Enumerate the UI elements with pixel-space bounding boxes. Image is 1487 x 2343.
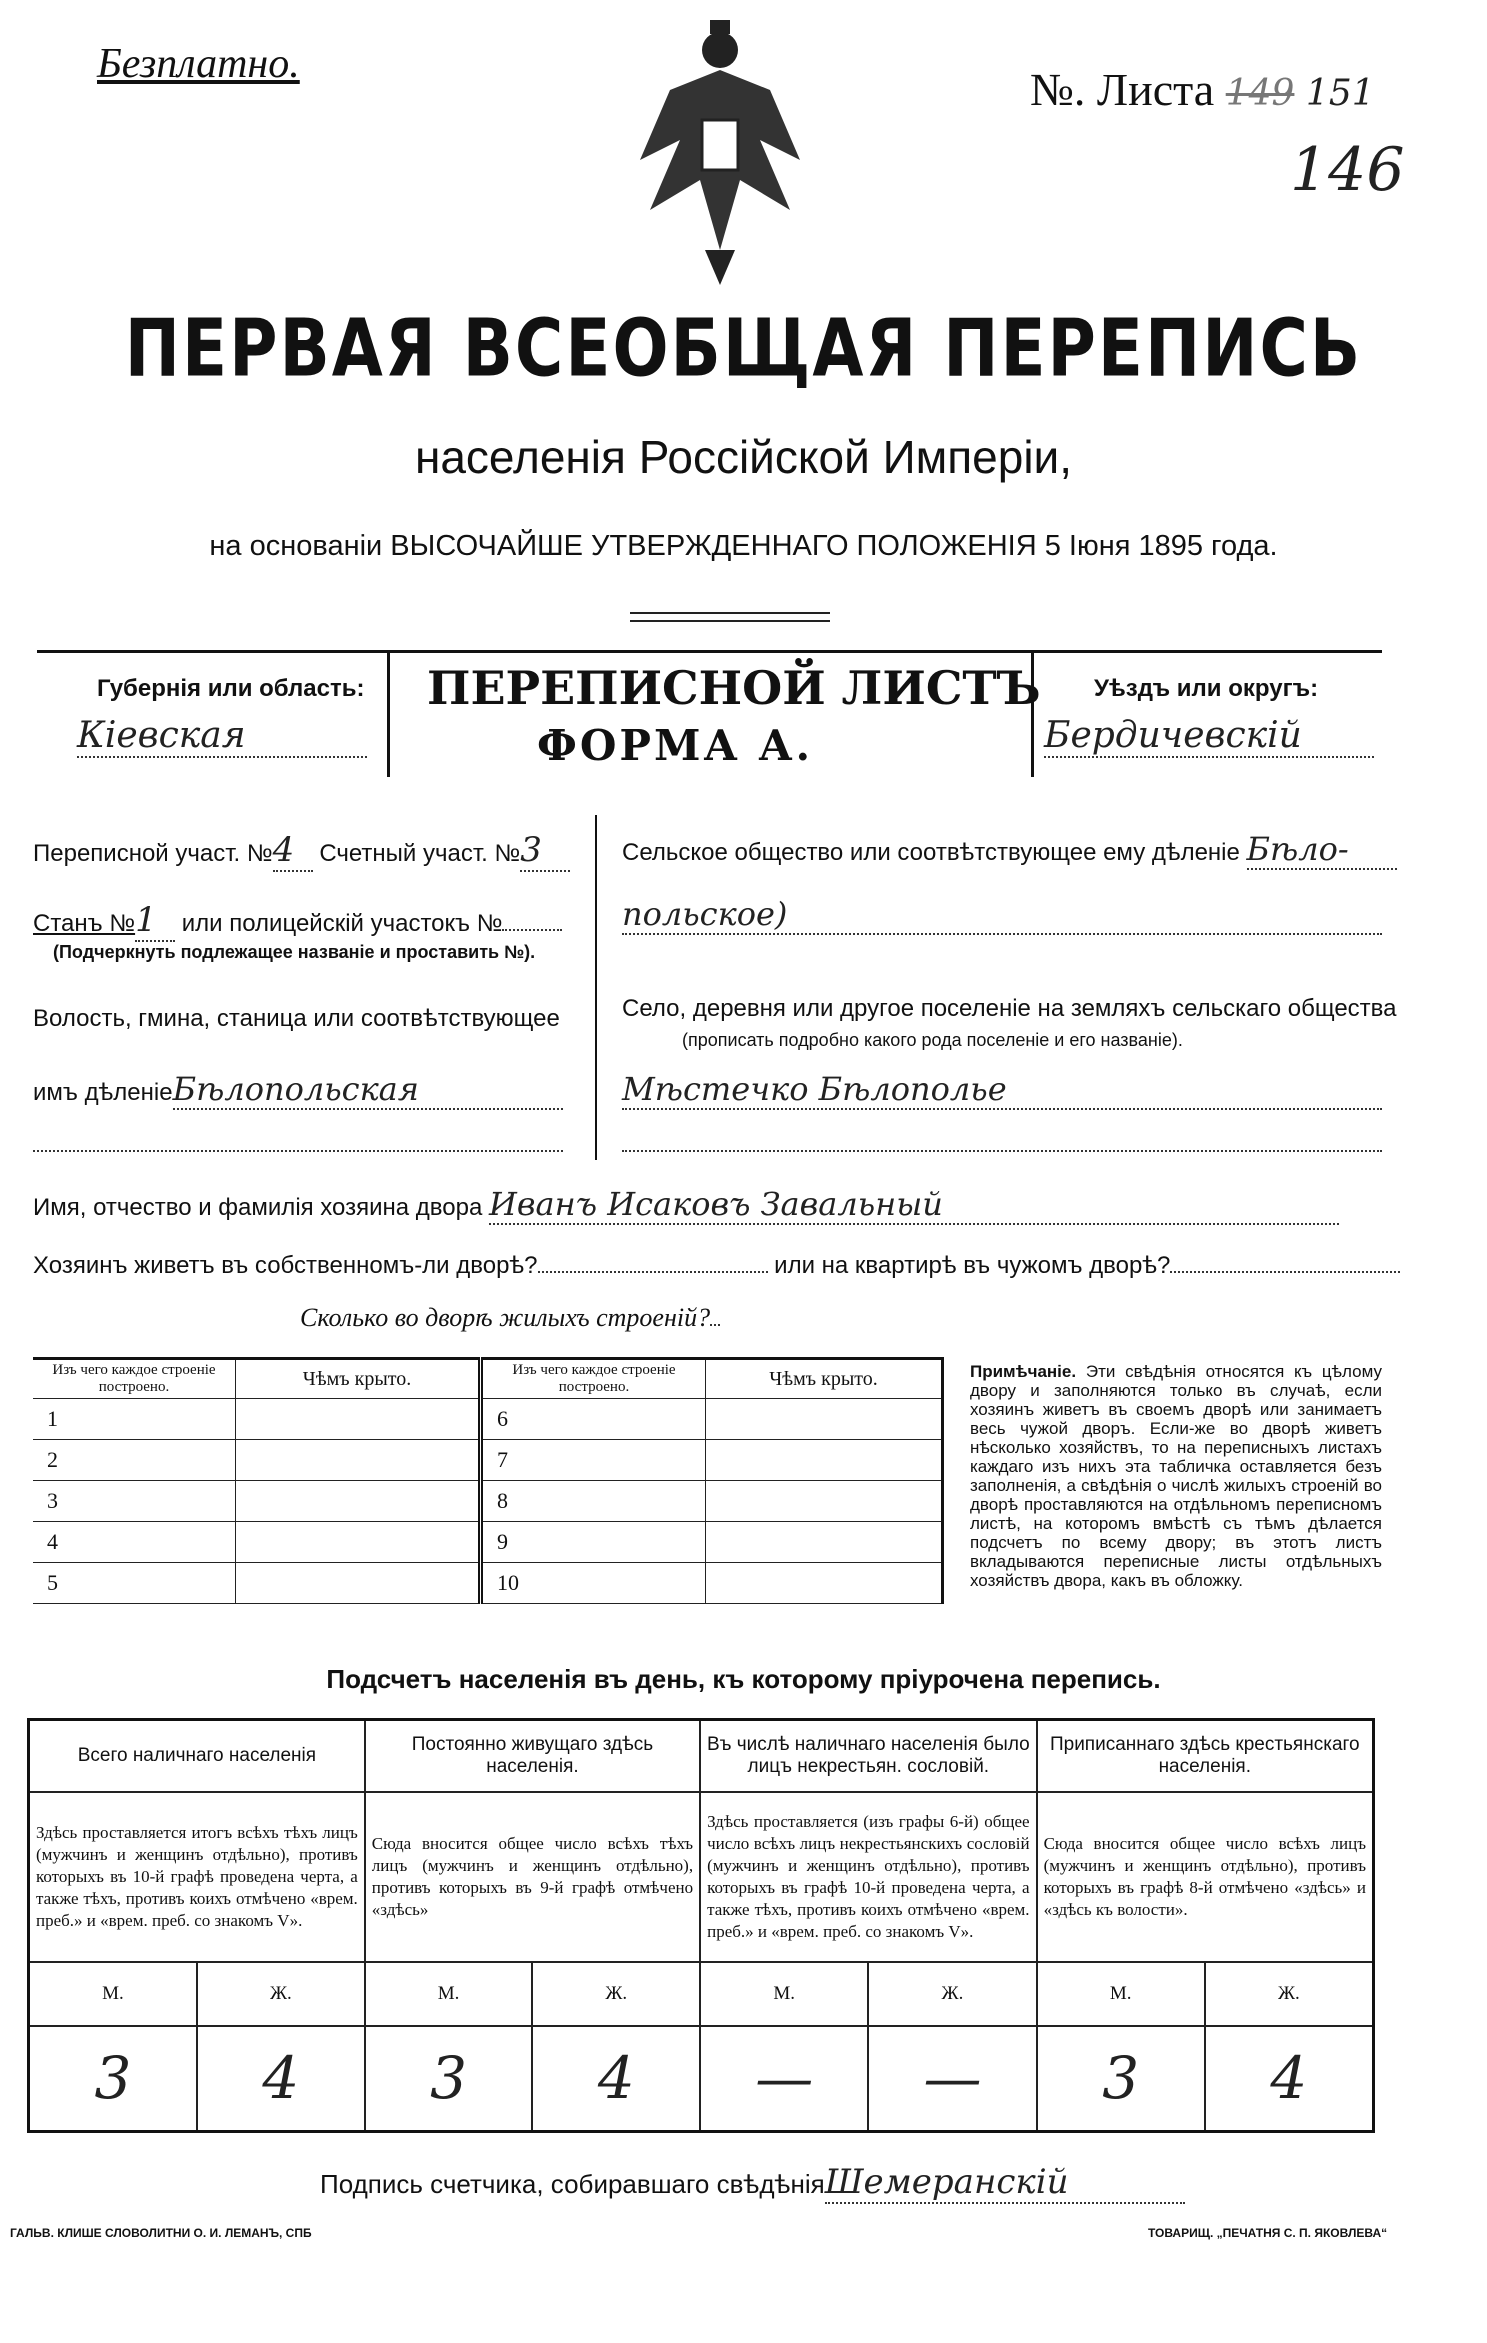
district-row bbox=[33, 830, 570, 872]
building-row bbox=[33, 1440, 943, 1481]
footer-right: ТОВАРИЩ. „ПЕЧАТНЯ С. П. ЯКОВЛЕВА“ bbox=[1148, 2226, 1388, 2240]
population-col-desc: Здѣсь проставляется итогъ всѣхъ тѣхъ лицъ (мужчинъ и женщинъ отдѣльно), противъ которыхъ въ 10-й графѣ проведена черта, а также тѣхъ, противъ коихъ отмѣчено «врем. преб.» и «врем. преб. со знакомъ V». bbox=[29, 1792, 365, 1962]
female-count[interactable]: — bbox=[868, 2026, 1036, 2132]
male-label: М. bbox=[29, 1962, 197, 2026]
note-text: Эти свѣдѣнія относятся къ цѣлому двору и заполняются только въ случаѣ, если хозяинъ живетъ въ своемъ дворѣ или занимаетъ весь чужой дворъ. Если-же во дворѣ живетъ нѣсколько хозяйствъ, то на переписныхъ листахъ каждаго изъ нихъ эта табличка оставляется безъ заполненія, а свѣдѣнія о числѣ жилыхъ строеній во дворѣ проставляются на отдѣльномъ переписномъ листѣ, на которомъ вмѣстѣ съ тѣмъ дѣлается подсчетъ по всему двору; въ этотъ листъ вкладываются переписные листы отдѣльныхъ хозяйствъ двора, какъ въ обложку. bbox=[970, 1362, 1382, 1590]
village-value[interactable]: Мѣстечко Бѣлополье bbox=[622, 1070, 1382, 1110]
building-cell[interactable] bbox=[481, 1481, 706, 1522]
population-col-desc: Сюда вносится общее число всѣхъ лицъ (мужчинъ и женщинъ отдѣльно), противъ которыхъ въ графѣ 8-й отмѣчено «здѣсь» и «здѣсь къ волости». bbox=[1037, 1792, 1374, 1962]
building-cell[interactable] bbox=[33, 1481, 236, 1522]
building-number: 7 bbox=[497, 1447, 508, 1472]
stan-row bbox=[33, 900, 562, 942]
roof-cell[interactable] bbox=[706, 1440, 943, 1481]
owner-row bbox=[33, 1185, 1339, 1225]
free-of-charge-label: Безплатно. bbox=[97, 41, 300, 87]
buildings-table bbox=[33, 1357, 944, 1604]
male-label: М. bbox=[365, 1962, 533, 2026]
signature-label: Подпись счетчика, собиравшаго свѣдѣнія bbox=[320, 2169, 825, 2199]
volost-label: Волость, гмина, станица или соотвѣтствующее bbox=[33, 1005, 560, 1032]
stan-label: Станъ № bbox=[33, 910, 136, 937]
building-row bbox=[33, 1563, 943, 1604]
census-subtitle: населенія Россійской Имперіи, bbox=[414, 431, 1073, 483]
rent-value[interactable] bbox=[1170, 1271, 1400, 1273]
sheet-number-label: №. Листа bbox=[1030, 64, 1215, 115]
village-extra-line[interactable] bbox=[622, 1150, 1382, 1152]
gubernia-value[interactable]: Кіевская bbox=[77, 715, 367, 758]
census-district-value[interactable]: 4 bbox=[273, 830, 313, 872]
gubernia-box bbox=[37, 653, 390, 777]
stan-note: (Подчеркнуть подлежащее названіе и проставить №). bbox=[53, 942, 536, 962]
owner-value[interactable]: Иванъ Исаковъ Завальный bbox=[489, 1185, 1339, 1225]
society-row bbox=[622, 830, 1397, 870]
building-number: 9 bbox=[497, 1529, 508, 1554]
female-count[interactable]: 4 bbox=[532, 2026, 700, 2132]
population-col-title: Приписаннаго здѣсь крестьянскаго населенія. bbox=[1037, 1720, 1374, 1792]
female-label: Ж. bbox=[868, 1962, 1036, 2026]
building-number: 8 bbox=[497, 1488, 508, 1513]
building-cell[interactable] bbox=[33, 1440, 236, 1481]
male-count[interactable]: 3 bbox=[365, 2026, 533, 2132]
building-number: 2 bbox=[47, 1447, 58, 1472]
roof-cell[interactable] bbox=[236, 1522, 481, 1563]
population-col-title: Постоянно живущаго здѣсь населенія. bbox=[365, 1720, 700, 1792]
building-row bbox=[33, 1399, 943, 1440]
building-number: 1 bbox=[47, 1406, 58, 1431]
own-yard-value[interactable] bbox=[538, 1271, 768, 1273]
building-cell[interactable] bbox=[33, 1522, 236, 1563]
signature-value[interactable]: Шемеранскій bbox=[825, 2162, 1185, 2204]
population-table bbox=[27, 1718, 1375, 2133]
building-number: 4 bbox=[47, 1529, 58, 1554]
volost-label-2: имъ дѣленіе bbox=[33, 1079, 173, 1106]
uezd-box bbox=[1031, 653, 1385, 777]
signature-row bbox=[320, 2162, 1185, 2204]
society-value[interactable]: Бѣло- bbox=[1247, 830, 1397, 870]
residence-row bbox=[33, 1252, 1400, 1280]
male-count[interactable]: 3 bbox=[29, 2026, 197, 2132]
form-label: ФОРМА А. bbox=[537, 721, 814, 770]
imperial-eagle-emblem bbox=[630, 20, 810, 290]
col-roof-right: Чѣмъ крыто. bbox=[706, 1359, 943, 1399]
volost-value[interactable]: Бѣлопольская bbox=[173, 1070, 563, 1110]
volost-extra-line[interactable] bbox=[33, 1150, 563, 1152]
roof-cell[interactable] bbox=[236, 1440, 481, 1481]
vertical-divider bbox=[595, 815, 597, 1160]
building-cell[interactable] bbox=[33, 1399, 236, 1440]
buildings-question bbox=[300, 1303, 720, 1333]
female-label: Ж. bbox=[1205, 1962, 1374, 2026]
village-label: Село, деревня или другое поселеніе на земляхъ сельскаго общества bbox=[622, 995, 1397, 1022]
uezd-value[interactable]: Бердичевскій bbox=[1044, 715, 1374, 758]
sheet-number-value: 151 bbox=[1305, 73, 1375, 114]
owner-label: Имя, отчество и фамилія хозяина двора bbox=[33, 1194, 483, 1221]
population-heading: Подсчетъ населенія въ день, къ которому пріурочена перепись. bbox=[326, 1664, 1161, 1694]
building-cell[interactable] bbox=[481, 1399, 706, 1440]
building-row bbox=[33, 1522, 943, 1563]
population-col-desc: Здѣсь проставляется (изъ графы 6-й) общее число всѣхъ лицъ некрестьянскихъ сословій (мужчинъ и женщинъ отдѣльно), противъ которыхъ въ графѣ 10-й проведена черта, а также тѣхъ, противъ коихъ отмѣчено «врем. преб.» и «врем. преб. со знакомъ V». bbox=[700, 1792, 1036, 1962]
roof-cell[interactable] bbox=[236, 1563, 481, 1604]
buildings-count[interactable] bbox=[710, 1324, 720, 1326]
female-label: Ж. bbox=[197, 1962, 365, 2026]
building-number: 3 bbox=[47, 1488, 58, 1513]
roof-cell[interactable] bbox=[236, 1481, 481, 1522]
police-label: или полицейскій участокъ № bbox=[181, 910, 503, 937]
sheet-number-alt: 146 bbox=[1290, 135, 1405, 205]
rent-label: или на квартирѣ въ чужомъ дворѣ? bbox=[774, 1252, 1171, 1279]
building-cell[interactable] bbox=[481, 1440, 706, 1481]
roof-cell[interactable] bbox=[706, 1399, 943, 1440]
building-cell[interactable] bbox=[481, 1563, 706, 1604]
note bbox=[970, 1362, 1382, 1590]
population-col-desc: Сюда вносится общее число всѣхъ тѣхъ лицъ (мужчинъ и женщинъ отдѣльно), противъ которыхъ въ 9-й графѣ отмѣчено «здѣсь» bbox=[365, 1792, 700, 1962]
building-cell[interactable] bbox=[33, 1563, 236, 1604]
count-district-label: Счетный участ. № bbox=[319, 840, 521, 867]
count-district-value[interactable]: 3 bbox=[520, 830, 570, 872]
female-count[interactable]: 4 bbox=[1205, 2026, 1374, 2132]
header-band bbox=[37, 650, 1382, 780]
society-label: Сельское общество или соотвѣтствующее ему дѣленіе bbox=[622, 839, 1240, 866]
society-value-cont[interactable]: польское) bbox=[622, 895, 1382, 935]
sheet-number-struck: 149 bbox=[1225, 73, 1295, 114]
male-label: М. bbox=[1037, 1962, 1205, 2026]
col-roof-left: Чѣмъ крыто. bbox=[236, 1359, 481, 1399]
census-title: ПЕРВАЯ ВСЕОБЩАЯ ПЕРЕПИСЬ bbox=[124, 302, 1363, 395]
population-col-title: Въ числѣ наличнаго населенія было лицъ некрестьян. сословій. bbox=[700, 1720, 1036, 1792]
village-note: (прописать подробно какого рода поселеніе и его названіе). bbox=[682, 1030, 1183, 1050]
police-value[interactable] bbox=[502, 929, 562, 931]
note-title: Примѣчаніе. bbox=[970, 1362, 1077, 1381]
building-cell[interactable] bbox=[481, 1522, 706, 1563]
building-number: 6 bbox=[497, 1406, 508, 1431]
col-material-right: Изъ чего каждое строеніе построено. bbox=[481, 1359, 706, 1399]
volost-row bbox=[33, 1070, 563, 1110]
sheet-title: ПЕРЕПИСНОЙ ЛИСТЪ bbox=[427, 661, 1041, 715]
building-number: 5 bbox=[47, 1570, 58, 1595]
roof-cell[interactable] bbox=[706, 1481, 943, 1522]
col-material-left: Изъ чего каждое строеніе построено. bbox=[33, 1359, 236, 1399]
census-district-label: Переписной участ. № bbox=[33, 840, 273, 867]
male-count[interactable]: — bbox=[700, 2026, 868, 2132]
gubernia-label: Губернія или область: bbox=[97, 675, 365, 702]
male-count[interactable]: 3 bbox=[1037, 2026, 1205, 2132]
roof-cell[interactable] bbox=[706, 1522, 943, 1563]
building-number: 10 bbox=[497, 1570, 519, 1595]
sheet-number bbox=[1030, 62, 1375, 122]
buildings-question-text: Сколько во дворѣ жилыхъ строеній? bbox=[300, 1303, 711, 1332]
female-label: Ж. bbox=[532, 1962, 700, 2026]
roof-cell[interactable] bbox=[236, 1399, 481, 1440]
stan-value[interactable]: 1 bbox=[135, 900, 175, 942]
female-count[interactable]: 4 bbox=[197, 2026, 365, 2132]
footer-left: ГАЛЬВ. КЛИШЕ СЛОВОЛИТНИ О. И. ЛЕМАНЪ, СПБ bbox=[10, 2226, 312, 2240]
population-col-title: Всего наличнаго населенія bbox=[29, 1720, 365, 1792]
uezd-label: Уѣздъ или округъ: bbox=[1094, 675, 1319, 702]
own-yard-label: Хозяинъ живетъ въ собственномъ-ли дворѣ? bbox=[33, 1252, 538, 1279]
ornament-divider bbox=[630, 612, 830, 622]
male-label: М. bbox=[700, 1962, 868, 2026]
roof-cell[interactable] bbox=[706, 1563, 943, 1604]
census-basis: на основаніи ВЫСОЧАЙШЕ УТВЕРЖДЕННАГО ПОЛОЖЕНІЯ 5 Іюня 1895 года. bbox=[209, 530, 1278, 562]
building-row bbox=[33, 1481, 943, 1522]
